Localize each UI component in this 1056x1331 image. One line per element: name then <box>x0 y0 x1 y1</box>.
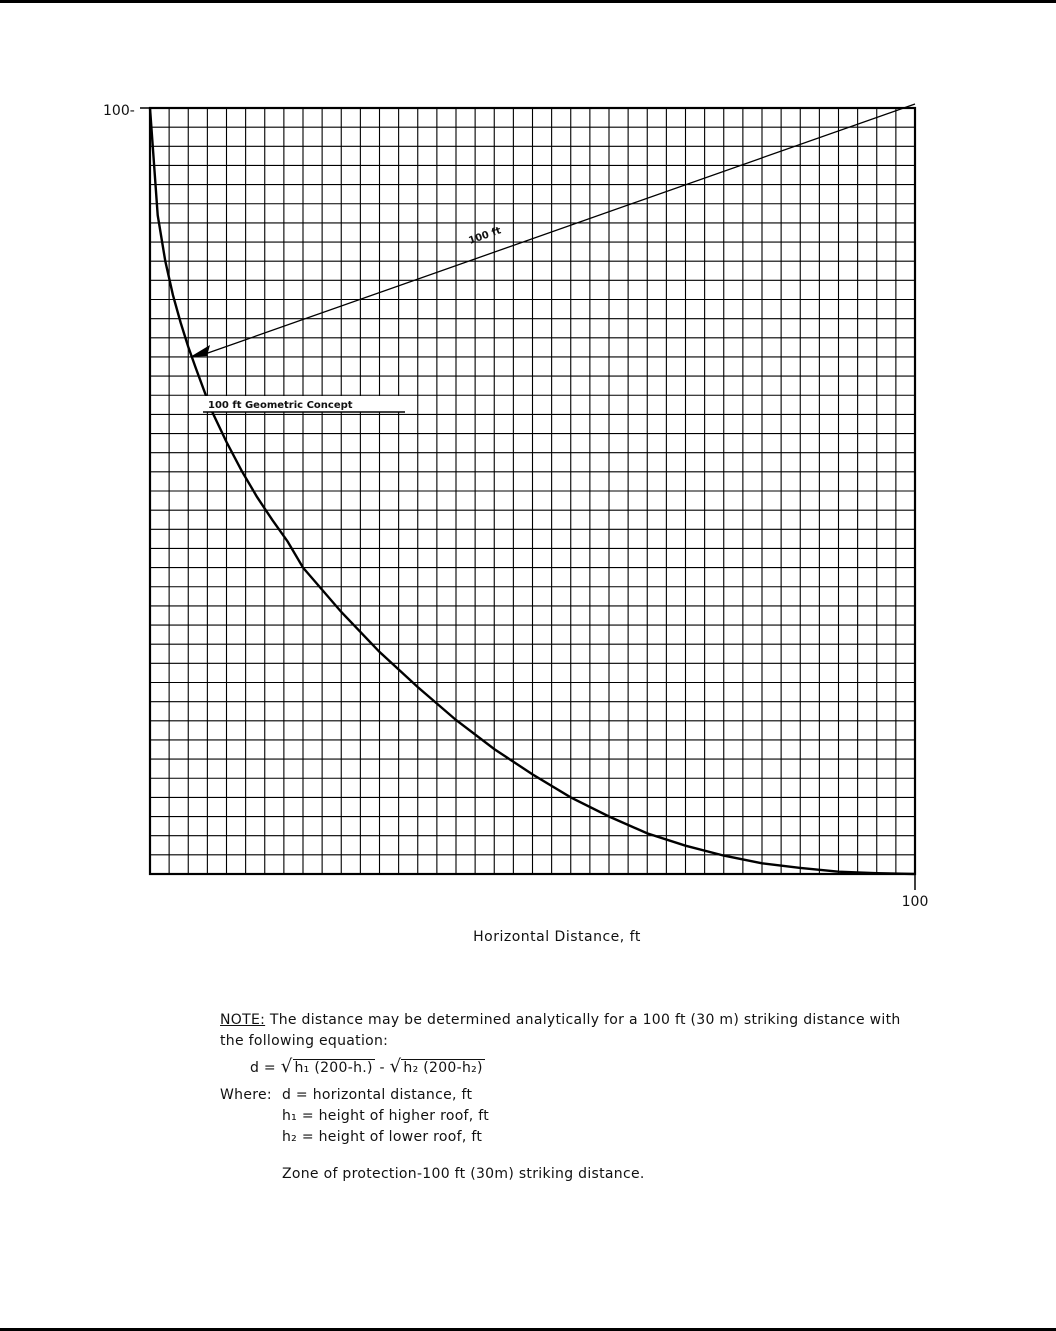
note-heading: NOTE: <box>220 1012 266 1028</box>
equation-lhs: d = <box>250 1060 281 1076</box>
equation-minus: - <box>374 1060 390 1076</box>
note-block <box>220 1010 920 1185</box>
radius-label: 100 ft <box>467 225 503 247</box>
caption: Zone of protection-100 ft (30m) striking distance. <box>282 1166 645 1182</box>
definition-h1: h₁ = height of higher roof, ft <box>282 1108 490 1124</box>
y-tick-label-100: 100- <box>103 103 135 119</box>
equation-term2: h₂ (200-h₂) <box>403 1060 483 1076</box>
definition-d: d = horizontal distance, ft <box>282 1087 473 1103</box>
note-paragraph <box>220 1010 920 1052</box>
chart-grid <box>150 108 915 874</box>
where-label: Where: <box>220 1087 272 1103</box>
radius-line <box>205 104 915 354</box>
x-tick-label-100: 100 <box>901 894 929 910</box>
x-axis-label: Horizontal Distance, ft <box>473 929 641 945</box>
sqrt-icon: √ <box>389 1056 402 1077</box>
equation-term1: h₁ (200-h.) <box>294 1060 373 1076</box>
sqrt-icon: √ <box>280 1056 293 1077</box>
definition-h2: h₂ = height of lower roof, ft <box>282 1129 483 1145</box>
where-row <box>220 1085 920 1106</box>
note-text: The distance may be determined analytically for a 100 ft (30 m) striking distance with the following equation: <box>220 1012 901 1049</box>
equation <box>250 1056 920 1079</box>
curve-label: 100 ft Geometric Concept <box>208 400 353 411</box>
